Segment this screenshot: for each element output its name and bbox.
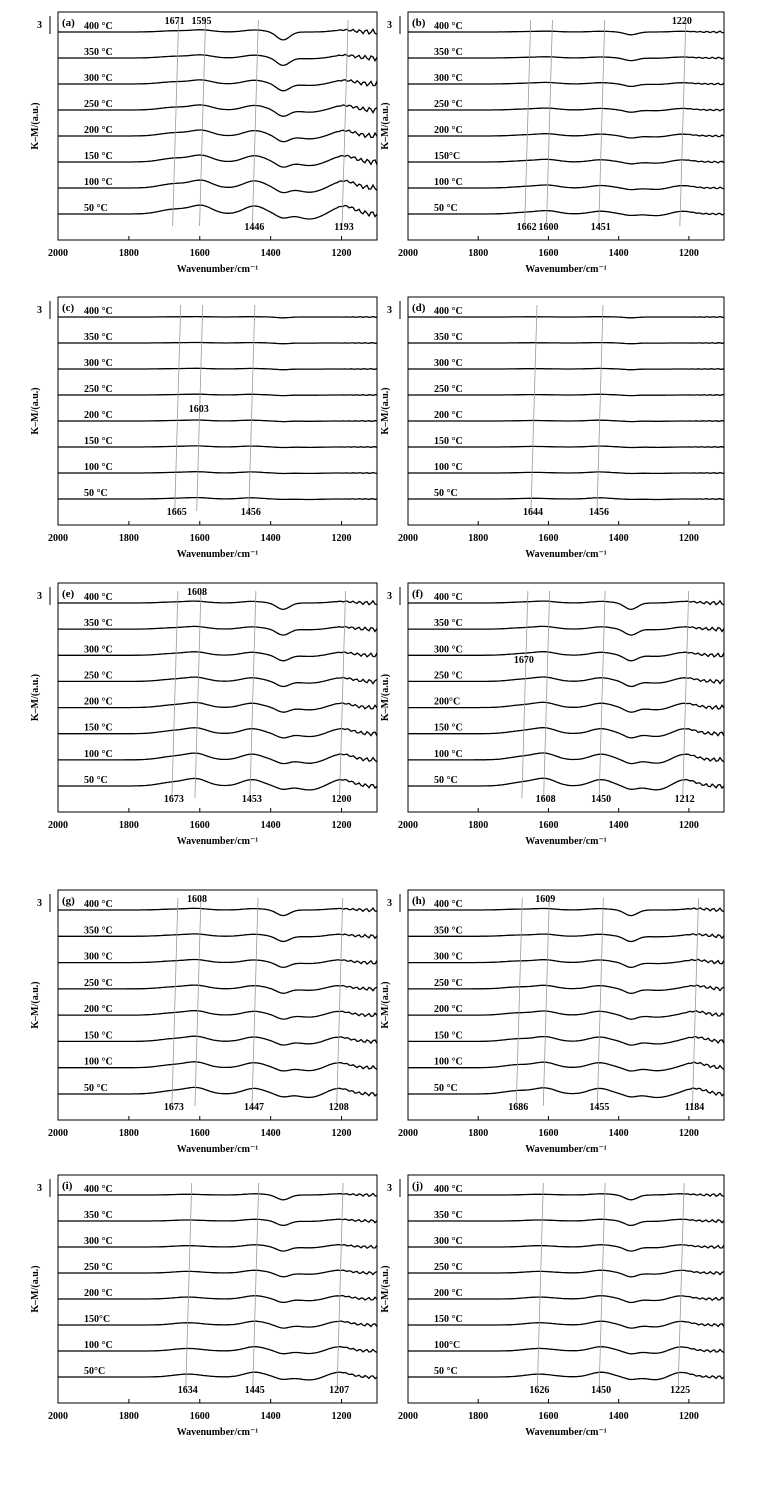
series-label: 350 °C: [84, 47, 113, 58]
series-label: 250 °C: [434, 384, 463, 395]
peak-label: 1634: [177, 1385, 198, 1396]
peak-guide-line: [597, 898, 603, 1106]
scale-bar-label: 3: [387, 591, 392, 602]
peak-guide-line: [249, 305, 255, 511]
peak-guide-line: [522, 591, 528, 798]
x-tick-label: 1800: [118, 820, 139, 831]
series-label: 300 °C: [434, 73, 463, 84]
series-label: 100 °C: [434, 1056, 463, 1068]
series-label: 50 °C: [84, 488, 108, 499]
peak-label: 1445: [244, 1385, 265, 1396]
series-label: 300 °C: [84, 1236, 113, 1247]
series-label: 400 °C: [84, 21, 113, 32]
series-trace: [58, 1372, 377, 1380]
x-tick-label: 2000: [398, 248, 418, 259]
peak-guide-line: [337, 898, 343, 1106]
peak-guide-line: [195, 591, 201, 798]
x-tick-label: 2000: [48, 1128, 68, 1139]
series-label: 200 °C: [84, 125, 113, 136]
series-label: 100 °C: [84, 1056, 113, 1068]
peak-guide-line: [195, 898, 201, 1106]
scale-bar-label: 3: [37, 591, 42, 602]
peak-guide-line: [342, 20, 348, 226]
x-tick-label: 1800: [118, 248, 139, 259]
panel-h: [380, 890, 724, 1155]
panel-label: (e): [62, 588, 75, 600]
x-tick-label: 1200: [678, 1128, 699, 1139]
x-tick-label: 1400: [260, 820, 281, 831]
series-label: 200 °C: [434, 410, 463, 421]
x-axis-label: Wavenumber/cm⁻¹: [176, 264, 259, 275]
x-tick-label: 1800: [468, 820, 489, 831]
series-label: 150°C: [434, 151, 461, 162]
peak-guide-line: [599, 20, 605, 226]
peak-label: 1450: [591, 1385, 612, 1396]
peak-label: 1447: [244, 1102, 265, 1113]
x-tick-label: 1200: [678, 248, 699, 259]
x-tick-label: 2000: [48, 533, 68, 544]
y-axis-label: K–M/(a.u.): [30, 673, 41, 722]
panel-label: (d): [412, 302, 426, 314]
peak-guide-line: [516, 898, 522, 1106]
panel-label: (h): [412, 895, 426, 907]
peak-label: 1600: [538, 222, 559, 233]
series-label: 200 °C: [434, 125, 463, 136]
series-label: 250 °C: [84, 99, 113, 110]
x-tick-label: 1600: [189, 1411, 210, 1422]
peak-guide-line: [253, 1183, 259, 1389]
series-label: 300 °C: [434, 1236, 463, 1247]
peak-guide-line: [200, 20, 206, 226]
panel-label: (i): [62, 1180, 73, 1192]
panel-g: [30, 890, 377, 1155]
series-label: 50 °C: [434, 203, 458, 214]
series-label: 400 °C: [84, 1184, 113, 1195]
series-label: 150 °C: [434, 1030, 463, 1042]
x-tick-label: 2000: [398, 1411, 418, 1422]
scale-bar-label: 3: [387, 898, 392, 909]
series-label: 150 °C: [434, 722, 463, 734]
series-label: 50 °C: [84, 1083, 108, 1094]
series-label: 300 °C: [434, 358, 463, 369]
peak-guide-line: [250, 591, 256, 798]
peak-guide-line: [340, 591, 346, 798]
series-label: 400 °C: [84, 306, 113, 317]
y-axis-label: K–M/(a.u.): [30, 387, 41, 435]
x-tick-label: 1400: [608, 820, 629, 831]
series-label: 350 °C: [84, 925, 113, 937]
scale-bar-label: 3: [37, 1183, 42, 1194]
peak-label: 1644: [522, 507, 543, 518]
x-tick-label: 1400: [608, 1128, 629, 1139]
peak-label: 1453: [241, 794, 262, 805]
peak-guide-line: [173, 20, 179, 226]
peak-label: 1208: [328, 1102, 349, 1113]
series-label: 400 °C: [84, 899, 113, 910]
series-label: 50°C: [84, 1366, 106, 1377]
peak-guide-line: [175, 305, 181, 511]
panel-b: [380, 12, 724, 275]
peak-guide-line: [172, 591, 178, 798]
x-tick-label: 1600: [538, 1128, 559, 1139]
peak-label: 1603: [188, 404, 209, 415]
x-tick-label: 2000: [48, 1411, 68, 1422]
x-tick-label: 1800: [468, 1411, 489, 1422]
series-label: 250 °C: [434, 977, 463, 989]
series-label: 150°C: [84, 1314, 111, 1325]
y-axis-label: K–M/(a.u.): [380, 102, 391, 150]
x-axis-label: Wavenumber/cm⁻¹: [525, 836, 607, 847]
peak-label: 1220: [671, 16, 692, 27]
peak-guide-line: [683, 591, 689, 798]
series-label: 100 °C: [84, 1340, 113, 1351]
x-tick-label: 1400: [260, 248, 281, 259]
x-axis-label: Wavenumber/cm⁻¹: [525, 1144, 607, 1155]
peak-guide-line: [172, 898, 178, 1106]
x-tick-label: 1600: [538, 533, 559, 544]
panel-f: [380, 583, 724, 847]
peak-label: 1662: [516, 222, 537, 233]
series-label: 200 °C: [84, 1004, 113, 1016]
x-tick-label: 1400: [260, 533, 281, 544]
series-label: 400 °C: [434, 1184, 463, 1195]
peak-guide-line: [252, 20, 258, 226]
x-tick-label: 1600: [538, 248, 559, 259]
peak-guide-line: [680, 20, 686, 226]
peak-guide-line: [599, 591, 605, 798]
peak-label: 1456: [589, 507, 610, 518]
scale-bar-label: 3: [387, 305, 392, 316]
x-tick-label: 1200: [678, 820, 699, 831]
peak-label: 1673: [163, 1102, 184, 1113]
peak-label: 1608: [186, 894, 207, 905]
peak-label: 1665: [166, 507, 187, 518]
panel-label: (j): [412, 1180, 423, 1192]
series-label: 250 °C: [434, 1262, 463, 1273]
peak-guide-line: [678, 1183, 684, 1389]
panel-d: [380, 297, 724, 560]
x-tick-label: 1600: [189, 820, 210, 831]
peak-label: 1455: [589, 1102, 610, 1113]
series-label: 100 °C: [84, 462, 113, 473]
peak-label: 1671: [164, 16, 185, 27]
series-label: 350 °C: [434, 925, 463, 937]
x-tick-label: 2000: [398, 820, 418, 831]
peak-guide-line: [531, 305, 537, 511]
series-label: 350 °C: [434, 332, 463, 343]
x-tick-label: 1800: [468, 533, 489, 544]
x-tick-label: 1200: [331, 1411, 352, 1422]
series-label: 350 °C: [84, 1210, 113, 1221]
peak-label: 1200: [331, 794, 352, 805]
series-label: 50 °C: [434, 775, 458, 786]
series-label: 200 °C: [434, 1288, 463, 1299]
panel-e: [30, 583, 377, 847]
panel-i: [30, 1175, 377, 1438]
x-tick-label: 1600: [189, 1128, 210, 1139]
series-label: 50 °C: [434, 1366, 458, 1377]
peak-guide-line: [337, 1183, 343, 1389]
series-label: 100 °C: [434, 748, 463, 760]
series-label: 250 °C: [84, 1262, 113, 1273]
x-tick-label: 2000: [398, 1128, 418, 1139]
panel-label: (g): [62, 895, 75, 907]
x-axis-label: Wavenumber/cm⁻¹: [176, 836, 259, 847]
series-label: 400 °C: [434, 306, 463, 317]
x-tick-label: 1400: [608, 248, 629, 259]
x-tick-label: 1800: [118, 533, 139, 544]
series-label: 250 °C: [434, 670, 463, 682]
panel-a: [30, 12, 377, 275]
peak-label: 1450: [591, 794, 612, 805]
series-label: 250 °C: [84, 670, 113, 682]
x-tick-label: 2000: [398, 533, 418, 544]
x-axis-label: Wavenumber/cm⁻¹: [525, 549, 607, 560]
series-label: 300 °C: [84, 73, 113, 84]
series-label: 350 °C: [434, 618, 463, 630]
series-label: 200 °C: [84, 696, 113, 708]
x-tick-label: 1800: [468, 1128, 489, 1139]
peak-label: 1225: [670, 1385, 691, 1396]
x-tick-label: 1600: [189, 248, 210, 259]
series-label: 250 °C: [84, 977, 113, 989]
peak-guide-line: [537, 1183, 543, 1389]
x-axis-label: Wavenumber/cm⁻¹: [176, 1427, 259, 1438]
series-label: 200°C: [434, 696, 461, 708]
x-axis-label: Wavenumber/cm⁻¹: [525, 1427, 607, 1438]
y-axis-label: K–M/(a.u.): [380, 387, 391, 435]
x-tick-label: 1600: [538, 1411, 559, 1422]
panel-j: [380, 1175, 724, 1438]
panel-label: (f): [412, 588, 423, 600]
series-label: 250 °C: [434, 99, 463, 110]
series-label: 50 °C: [434, 488, 458, 499]
y-axis-label: K–M/(a.u.): [30, 102, 41, 150]
x-tick-label: 1200: [678, 1411, 699, 1422]
peak-label: 1626: [529, 1385, 550, 1396]
series-label: 350 °C: [434, 1210, 463, 1221]
panel-label: (c): [62, 302, 75, 314]
series-label: 200 °C: [84, 410, 113, 421]
peak-guide-line: [599, 1183, 605, 1389]
y-axis-label: K–M/(a.u.): [30, 981, 41, 1029]
scale-bar-label: 3: [37, 20, 42, 31]
peak-label: 1212: [674, 794, 695, 805]
series-label: 400 °C: [434, 592, 463, 603]
peak-guide-line: [525, 20, 531, 226]
peak-label: 1595: [191, 16, 212, 27]
y-axis-label: K–M/(a.u.): [380, 981, 391, 1029]
panel-label: (a): [62, 17, 75, 29]
peak-guide-line: [546, 20, 552, 226]
series-label: 250 °C: [84, 384, 113, 395]
x-tick-label: 2000: [48, 248, 68, 259]
series-label: 350 °C: [84, 332, 113, 343]
series-label: 150 °C: [434, 436, 463, 447]
peak-guide-line: [252, 898, 258, 1106]
series-label: 100°C: [434, 1340, 461, 1351]
x-tick-label: 1200: [331, 533, 352, 544]
peak-label: 1451: [590, 222, 611, 233]
scale-bar-label: 3: [387, 20, 392, 31]
x-tick-label: 1400: [260, 1411, 281, 1422]
series-label: 50 °C: [84, 775, 108, 786]
series-label: 200 °C: [84, 1288, 113, 1299]
series-label: 350 °C: [84, 618, 113, 630]
x-tick-label: 1400: [260, 1128, 281, 1139]
series-label: 400 °C: [434, 899, 463, 910]
series-label: 150 °C: [84, 436, 113, 447]
x-tick-label: 1200: [331, 1128, 352, 1139]
series-label: 100 °C: [434, 462, 463, 473]
peak-guide-line: [597, 305, 603, 511]
series-label: 400 °C: [84, 592, 113, 603]
series-label: 50 °C: [84, 203, 108, 214]
peak-label: 1609: [535, 894, 556, 905]
scale-bar-label: 3: [387, 1183, 392, 1194]
series-label: 200 °C: [434, 1004, 463, 1016]
x-tick-label: 2000: [48, 820, 68, 831]
x-tick-label: 1800: [118, 1411, 139, 1422]
peak-guide-line: [544, 591, 550, 798]
peak-guide-line: [693, 898, 699, 1106]
series-label: 150 °C: [84, 151, 113, 162]
y-axis-label: K–M/(a.u.): [380, 673, 391, 722]
peak-label: 1686: [508, 1102, 529, 1113]
panel-label: (b): [412, 17, 426, 29]
scale-bar-label: 3: [37, 305, 42, 316]
series-label: 300 °C: [434, 644, 463, 656]
series-label: 100 °C: [434, 177, 463, 188]
series-label: 300 °C: [84, 358, 113, 369]
peak-guide-line: [186, 1183, 192, 1389]
peak-label: 1456: [240, 507, 261, 518]
x-axis-label: Wavenumber/cm⁻¹: [525, 264, 607, 275]
series-label: 400 °C: [434, 21, 463, 32]
peak-label: 1207: [329, 1385, 350, 1396]
x-tick-label: 1400: [608, 533, 629, 544]
series-label: 300 °C: [434, 951, 463, 963]
series-label: 150 °C: [434, 1314, 463, 1325]
x-tick-label: 1600: [189, 533, 210, 544]
series-label: 150 °C: [84, 1030, 113, 1042]
series-label: 300 °C: [84, 644, 113, 656]
peak-label: 1673: [163, 794, 184, 805]
x-tick-label: 1200: [678, 533, 699, 544]
x-axis-label: Wavenumber/cm⁻¹: [176, 1144, 259, 1155]
peak-label: 1608: [186, 587, 207, 598]
series-label: 150 °C: [84, 722, 113, 734]
series-label: 50 °C: [434, 1083, 458, 1094]
scale-bar-label: 3: [37, 898, 42, 909]
series-label: 300 °C: [84, 951, 113, 963]
x-tick-label: 1600: [538, 820, 559, 831]
y-axis-label: K–M/(a.u.): [380, 1265, 391, 1313]
y-axis-label: K–M/(a.u.): [30, 1265, 41, 1313]
peak-guide-line: [543, 898, 549, 1106]
x-tick-label: 1200: [331, 820, 352, 831]
peak-label: 1446: [244, 222, 265, 233]
panel-c: [30, 297, 377, 560]
peak-label: 1184: [684, 1102, 705, 1113]
x-tick-label: 1400: [608, 1411, 629, 1422]
peak-label: 1193: [334, 222, 354, 233]
x-tick-label: 1800: [118, 1128, 139, 1139]
series-label: 100 °C: [84, 748, 113, 760]
peak-label: 1670: [513, 655, 534, 666]
series-label: 100 °C: [84, 177, 113, 188]
x-tick-label: 1200: [331, 248, 352, 259]
x-axis-label: Wavenumber/cm⁻¹: [176, 549, 259, 560]
series-label: 350 °C: [434, 47, 463, 58]
peak-label: 1608: [535, 794, 556, 805]
x-tick-label: 1800: [468, 248, 489, 259]
